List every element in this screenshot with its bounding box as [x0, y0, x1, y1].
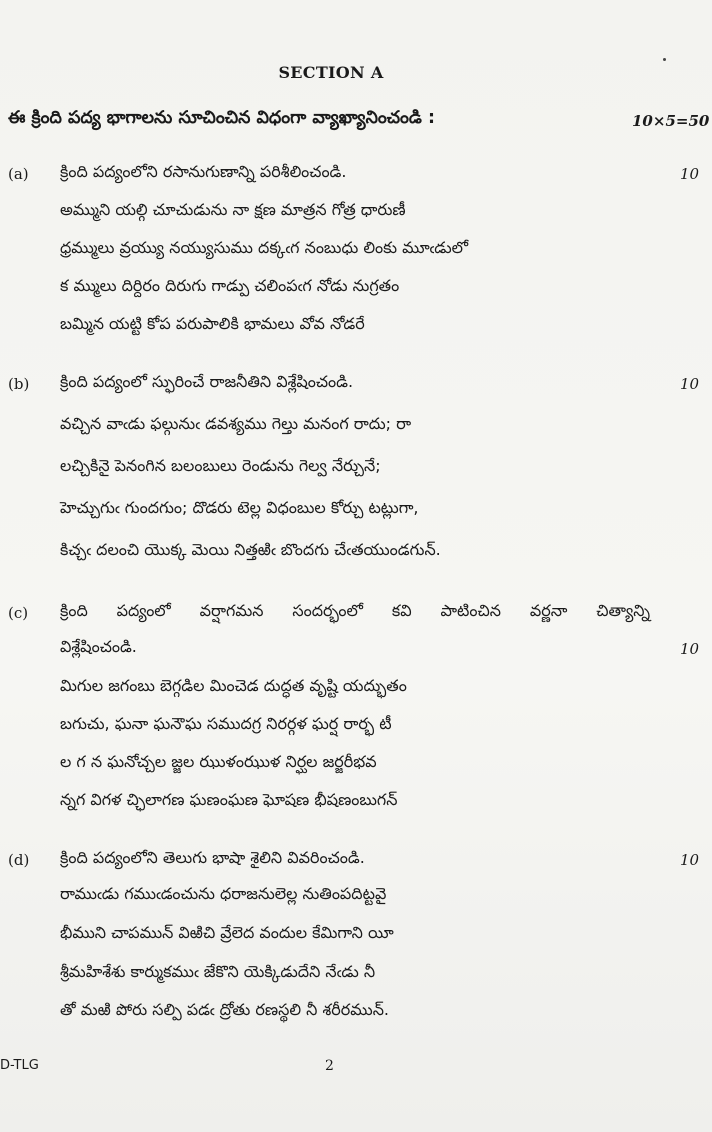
section-title: SECTION A — [278, 63, 384, 82]
question-a-label: (a) — [8, 165, 29, 183]
question-a-verse-line: క మ్ములు దిర్దిరం దిరుగు గాడ్పు చలింపఁగ నోడు నుగ్రతం — [60, 276, 400, 295]
page-number: 2 — [325, 1058, 334, 1074]
question-a-verse-line: బమ్మిన యట్టి కోప పరుపాలికి భామలు వోవ నోడరే — [60, 314, 365, 333]
question-c-prompt-line-2: విశ్లేషించండి. — [60, 637, 137, 656]
question-b-verse-line: హెచ్చుగుఁ గుందగుం; దొడరు టెల్ల విధంబుల కోర్చు టట్లుగా, — [60, 498, 419, 517]
question-d-verse-line: శ్రీమహిశేశు కార్ముకముఁ జేకొని యెక్కిడుదేని నేఁడు నీ — [60, 962, 376, 981]
question-b-verse-line: వచ్చిన వాఁడు ఫల్గునుఁ డవశ్యము గెల్తు మనంగ రాదు; రా — [60, 414, 412, 433]
question-d-verse-line: రాముఁడు గముఁడంచును ధరాజనులెల్ల నుతింపదిట్టవై — [60, 884, 387, 903]
question-b-verse-line: లచ్చికినై పెనంగిన బలంబులు రెండును గెల్వ నేర్చునే; — [60, 456, 381, 475]
question-a-verse-line: అమ్ముని యల్గి చూచుడును నా క్షణ మాత్రన గోత్ర ధారుణీ — [60, 200, 406, 219]
question-c-label: (c) — [8, 604, 29, 622]
question-c-prompt-line-1: క్రింది పద్యంలో వర్షాగమన సందర్భంలో కవి పాటించిన వర్ణనా చిత్యాన్ని — [60, 601, 650, 620]
question-c-verse-line: ల గ న ఘనోచ్చల జ్జల ఝుళంఝుళ నిర్ఘల జర్జరీభవ — [60, 752, 377, 771]
question-a-prompt: క్రింది పద్యంలోని రసానుగుణాన్ని పరిశీలించండి. — [60, 162, 347, 181]
question-c-verse-line: మిగుల జగంబు బెగ్గడిల మించెడ దుద్ధత వృష్టి యద్భుతం — [60, 676, 407, 695]
question-d-verse-line: తో మఱి పోరు సల్పి పడఁ ద్రోతు రణస్థలి నీ శరీరమున్. — [60, 1000, 390, 1019]
question-b-verse-line: కిచ్చఁ దలంచి యొక్క మెయి నిత్తఱిఁ బొందగు చేఁతయుండగున్. — [60, 540, 441, 559]
instruction-marks: 10×5=50 — [632, 112, 710, 130]
question-a-verse-line: ధ్రమ్ములు వ్రయ్యు నయ్యుసుము దక్కఁగ నంబుధు లింకు మూఁడులో — [60, 238, 469, 257]
question-d-marks: 10 — [680, 851, 700, 869]
question-a-marks: 10 — [680, 165, 700, 183]
question-c-marks: 10 — [680, 640, 700, 658]
question-c-verse-line: న్నగ విగళ చ్ఛిలాగణ ఘణంఘణ ఘోషణ భీషణంబుగన్ — [60, 790, 398, 809]
question-d-verse-line: భీముని చాపమున్ విఱిచి వ్రేలెద వందుల కేమిగాని యీ — [60, 923, 394, 942]
question-b-prompt: క్రింది పద్యంలో స్ఫురించే రాజనీతిని విశ్లేషించండి. — [60, 372, 354, 391]
instruction-text: ఈ క్రింది పద్య భాగాలను సూచించిన విధంగా వ్యాఖ్యానించండి : — [8, 108, 435, 128]
paper-code: D-TLG — [0, 1058, 39, 1073]
question-b-label: (b) — [8, 375, 30, 393]
question-b-marks: 10 — [680, 375, 700, 393]
question-d-label: (d) — [8, 851, 30, 869]
question-d-prompt: క్రింది పద్యంలోని తెలుగు భాషా శైలిని వివరించండి. — [60, 848, 365, 867]
scan-speck — [663, 58, 666, 61]
question-c-verse-line: బగుచు, ఘనా ఘనౌఘ సముదగ్ర నిరర్గళ ఘర్ష రార్భ టీ — [60, 714, 392, 733]
